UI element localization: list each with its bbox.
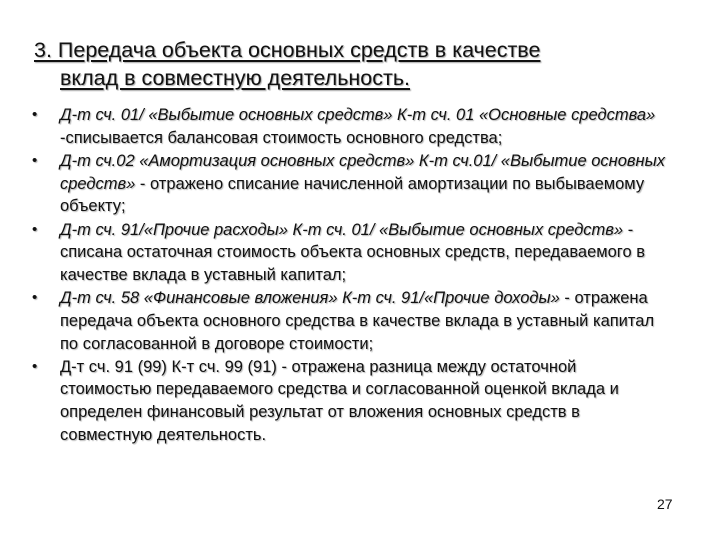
bullet-marker: • <box>32 106 38 123</box>
bullet-marker: • <box>32 289 38 307</box>
bullet-list <box>32 104 672 447</box>
bullet-item <box>32 356 672 447</box>
bullet-text <box>60 106 655 147</box>
bullet-entry-accounts: Д-т сч. 91/«Прочие расходы» К-т сч. 01/ «Выбытие основных средств» <box>60 220 624 239</box>
page-number: 27 <box>657 496 673 512</box>
bullet-entry-description: - отражена передача объекта основного средства в качестве вклада в уставный капитал по согласованной в договоре стоимости; <box>60 289 655 353</box>
bullet-entry-description: -списывается балансовая стоимость основного средства; <box>60 128 503 147</box>
slide-title <box>34 36 674 92</box>
bullet-entry-description: Д-т сч. 91 (99) К-т сч. 99 (91) - отражена разница между остаточной стоимостью передаваемого средства и согласованной оценкой вклада и определен финансовый результат от вложения основных средств в совместную деятельность. <box>60 357 619 444</box>
bullet-marker: • <box>32 151 38 169</box>
slide-title-line-1: 3. Передача объекта основных средств в качестве <box>34 38 541 62</box>
bullet-text <box>60 289 654 352</box>
bullet-entry-description: - отражено списание начисленной амортизации по выбываемому объекту; <box>60 174 645 216</box>
slide-title-line-2: вклад в совместную деятельность. <box>60 66 411 90</box>
bullet-text <box>60 221 645 284</box>
bullet-entry-accounts: Д-т сч. 58 «Финансовые вложения» К-т сч. 91/«Прочие доходы» <box>60 289 560 308</box>
bullet-item <box>32 150 672 218</box>
bullet-item <box>32 287 672 355</box>
bullet-entry-description: - списана остаточная стоимость объекта основных средств, передаваемого в качестве вклада в уставный капитал; <box>60 220 645 284</box>
bullet-text <box>60 152 665 215</box>
bullet-item <box>32 104 672 149</box>
bullet-marker: • <box>32 357 38 375</box>
bullet-entry-accounts: Д-т сч.02 «Амортизация основных средств» К-т сч.01/ «Выбытие основных средств» <box>60 151 665 193</box>
bullet-item <box>32 219 672 287</box>
bullet-entry-accounts: Д-т сч. 01/ «Выбытие основных средств» К-т сч. 01 «Основные средства» <box>60 106 656 124</box>
bullet-text <box>60 358 619 444</box>
bullet-marker: • <box>32 220 38 238</box>
